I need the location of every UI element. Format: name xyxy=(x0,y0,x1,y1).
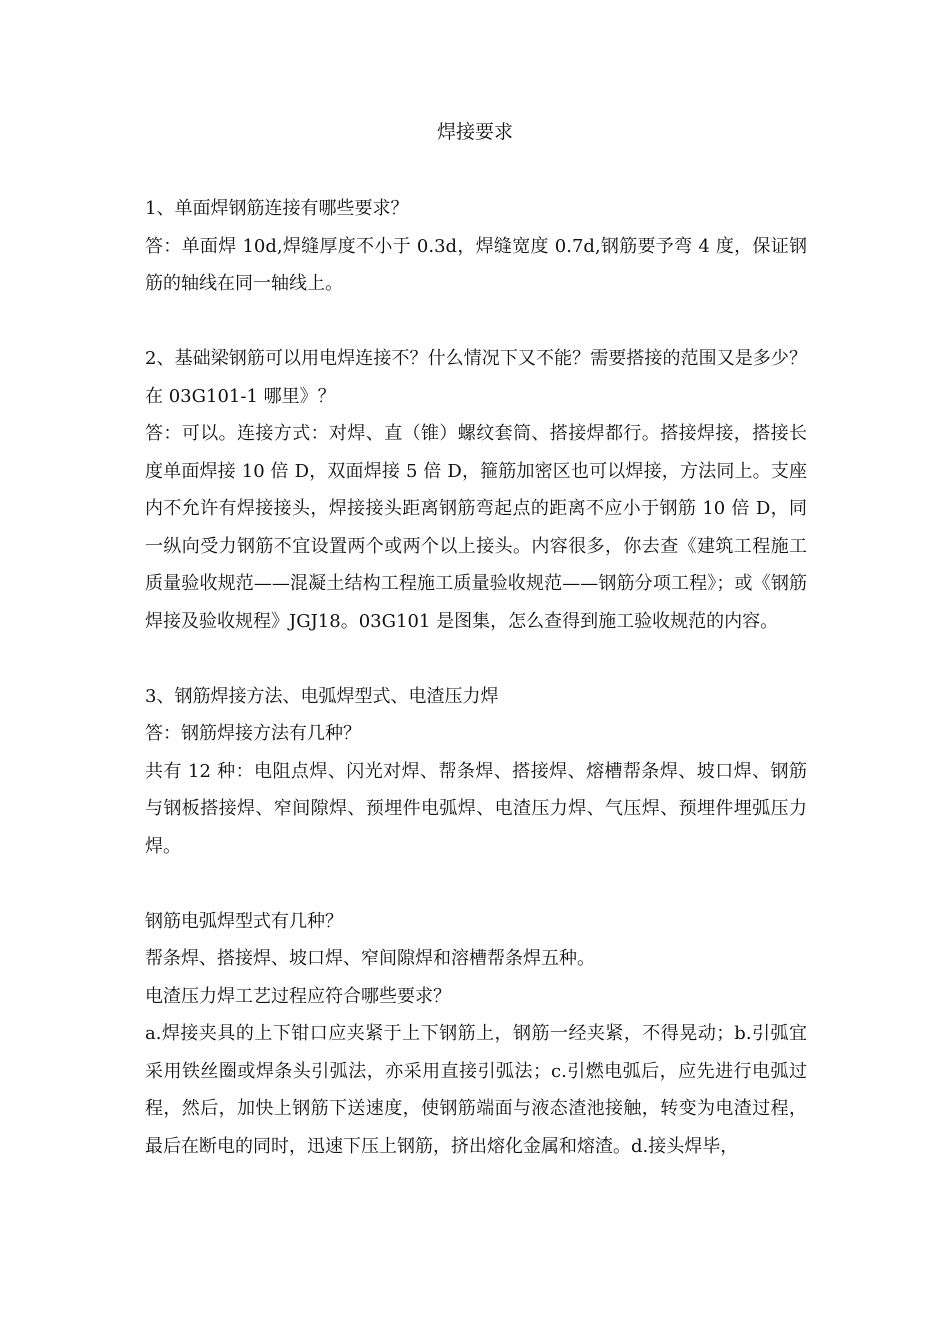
page-title: 焊接要求 xyxy=(436,121,513,143)
paragraph-spacer xyxy=(145,865,807,903)
answer-3-heading: 答：钢筋焊接方法有几种？ xyxy=(145,723,361,744)
paragraph-spacer xyxy=(145,303,807,341)
question-2: 2、基础梁钢筋可以用电焊连接不？什么情况下又不能？需要搭接的范围又是多少？在 03G101-1 哪里》？ xyxy=(145,348,807,407)
paragraph-spacer xyxy=(145,640,807,678)
question-arc-weld-types: 钢筋电弧焊型式有几种？ xyxy=(145,910,343,932)
answer-electroslag: a.焊接夹具的上下钳口应夹紧于上下钢筋上，钢筋一经夹紧，不得晃动；b.引弧宜采用铁丝圈或焊条头引弧法，亦采用直接引弧法；c.引燃电弧后，应先进行电弧过程，然后，加快上钢筋下送速度，使钢筋端面与液态渣池接触，转变为电渣过程，最后在断电的同时，迅速下压上钢筋，挤出熔化金属和熔渣。d.接头焊毕， xyxy=(145,1023,807,1157)
question-3: 3、钢筋焊接方法、电弧焊型式、电渣压力焊 xyxy=(145,685,499,707)
question-electroslag: 电渣压力焊工艺过程应符合哪些要求？ xyxy=(145,985,451,1007)
answer-2: 答：可以。连接方式：对焊、直（锥）螺纹套筒、搭接焊都行。搭接焊接，搭接长度单面焊接 10 倍 D，双面焊接 5 倍 D，箍筋加密区也可以焊接，方法同上。支座内不允许有焊接接头，焊接接头距离钢筋弯起点的距离不应小于钢筋 10 倍 D，同一纵向受力钢筋不宜设置两个或两个以上接头。内容很多，你去查《建筑工程施工质量验收规范——混凝土结构工程施工质量验收规范——钢筋分项工程》；或《钢筋焊接及验收规程》JGJ18。03G101 是图集，怎么查得到施工验收规范的内容。 xyxy=(145,423,807,632)
answer-3-body: 共有 12 种：电阻点焊、闪光对焊、帮条焊、搭接焊、熔槽帮条焊、坡口焊、钢筋与钢板搭接焊、窄间隙焊、预埋件电弧焊、电渣压力焊、气压焊、预埋件埋弧压力焊。 xyxy=(145,760,807,857)
question-1: 1、单面焊钢筋连接有哪些要求？ xyxy=(145,198,409,219)
answer-arc-weld-types: 帮条焊、搭接焊、坡口焊、窄间隙焊和溶槽帮条焊五种。 xyxy=(145,948,595,969)
document-body xyxy=(145,190,807,1165)
answer-1: 答：单面焊 10d,焊缝厚度不小于 0.3d，焊缝宽度 0.7d,钢筋要予弯 4 度，保证钢筋的轴线在同一轴线上。 xyxy=(145,235,807,294)
